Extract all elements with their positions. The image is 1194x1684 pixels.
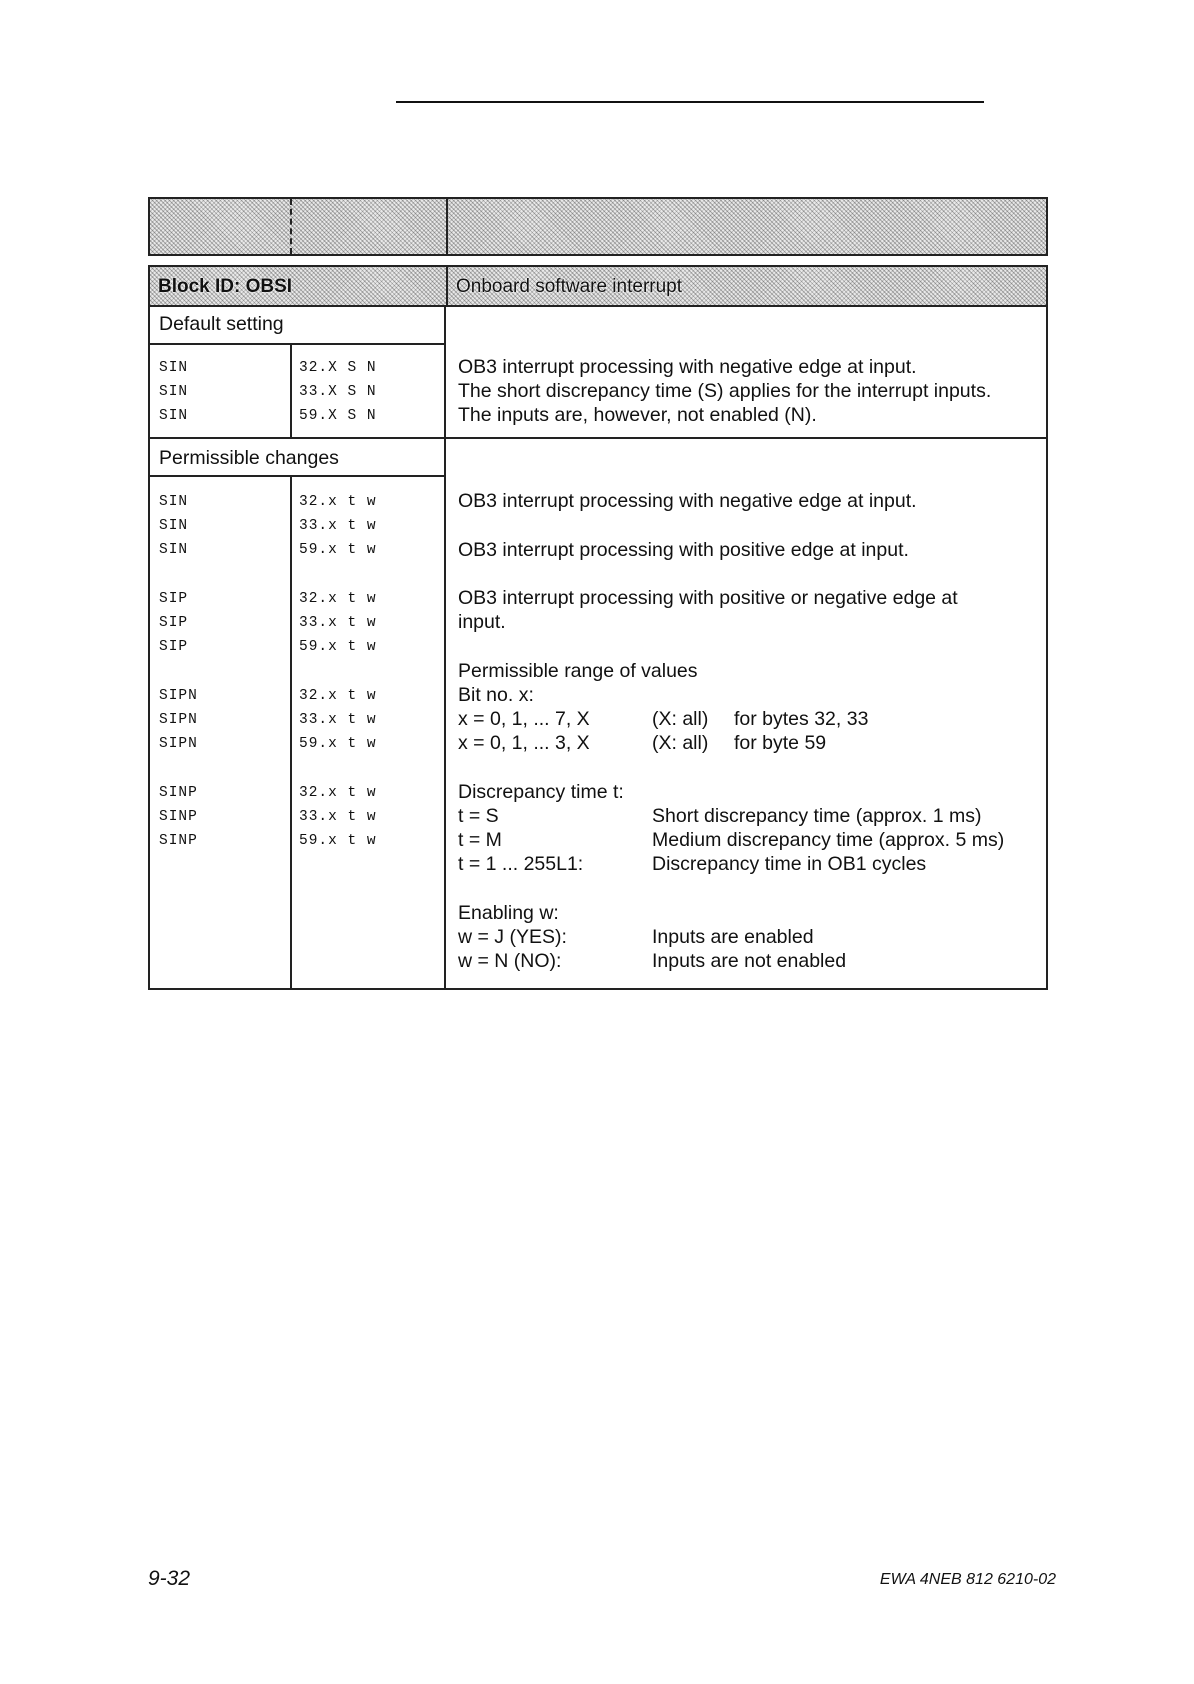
document-code: EWA 4NEB 812 6210-02 — [879, 1571, 1056, 1588]
bit-note: (X: all) — [652, 708, 709, 730]
block-id-label: Block ID: OBSI — [158, 276, 293, 297]
change-param: 59.x t w — [299, 542, 377, 558]
bit-scope: for byte 59 — [734, 732, 827, 754]
change-param: 32.x t w — [299, 785, 377, 801]
change-code: SIN — [159, 494, 189, 510]
change-code: SIN — [159, 518, 189, 534]
default-desc-line: OB3 interrupt processing with negative edge at input. — [458, 356, 917, 378]
default-param: 32.X S N — [299, 360, 377, 376]
disc-key: t = 1 ... 255L1: — [458, 853, 584, 875]
change-param: 33.x t w — [299, 615, 377, 631]
permissible-changes-label: Permissible changes — [159, 447, 339, 469]
col-divider-default — [290, 344, 292, 437]
change-param: 32.x t w — [299, 591, 377, 607]
table-header-band — [148, 197, 1048, 256]
desc-negative-edge: OB3 interrupt processing with negative edge at input. — [458, 490, 917, 512]
desc-posneg-edge-cont: input. — [458, 611, 506, 633]
col-divider-changes — [290, 476, 292, 988]
change-code: SIPN — [159, 712, 198, 728]
enable-key: w = N (NO): — [458, 950, 562, 972]
header-divider-dashed — [290, 199, 292, 254]
default-setting-label: Default setting — [159, 313, 284, 335]
default-code: SIN — [159, 408, 189, 424]
disc-key: t = M — [458, 829, 502, 851]
default-desc-line: The short discrepancy time (S) applies for the interrupt inputs. — [458, 380, 992, 402]
change-code: SIP — [159, 639, 189, 655]
bit-expr: x = 0, 1, ... 3, X — [458, 732, 590, 754]
range-title: Permissible range of values — [458, 660, 698, 682]
change-param: 59.x t w — [299, 736, 377, 752]
block-title: Onboard software interrupt — [456, 276, 683, 297]
enable-value: Inputs are enabled — [652, 926, 814, 948]
change-param: 32.x t w — [299, 494, 377, 510]
change-code: SIN — [159, 542, 189, 558]
disc-key: t = S — [458, 805, 499, 827]
change-param: 33.x t w — [299, 809, 377, 825]
change-code: SIPN — [159, 736, 198, 752]
table-body — [148, 305, 1048, 990]
default-code: SIN — [159, 384, 189, 400]
desc-posneg-edge: OB3 interrupt processing with positive or negative edge at — [458, 587, 958, 609]
enable-value: Inputs are not enabled — [652, 950, 847, 972]
bit-scope: for bytes 32, 33 — [734, 708, 869, 730]
change-param: 33.x t w — [299, 712, 377, 728]
bit-note: (X: all) — [652, 732, 709, 754]
default-desc-line: The inputs are, however, not enabled (N). — [458, 404, 817, 426]
change-code: SIP — [159, 615, 189, 631]
block-id-divider — [446, 267, 448, 305]
disc-value: Discrepancy time in OB1 cycles — [652, 853, 927, 875]
change-param: 59.x t w — [299, 639, 377, 655]
change-param: 59.x t w — [299, 833, 377, 849]
page-number: 9-32 — [148, 1567, 191, 1590]
header-divider — [446, 199, 448, 254]
default-param: 59.X S N — [299, 408, 377, 424]
default-param: 33.X S N — [299, 384, 377, 400]
change-param: 33.x t w — [299, 518, 377, 534]
change-param: 32.x t w — [299, 688, 377, 704]
change-code: SINP — [159, 833, 198, 849]
change-code: SIPN — [159, 688, 198, 704]
section-rule — [150, 437, 1046, 439]
disc-value: Short discrepancy time (approx. 1 ms) — [652, 805, 982, 827]
default-code: SIN — [159, 360, 189, 376]
default-label-rule — [150, 343, 446, 345]
disc-value: Medium discrepancy time (approx. 5 ms) — [652, 829, 1005, 851]
bit-expr: x = 0, 1, ... 7, X — [458, 708, 590, 730]
change-code: SINP — [159, 809, 198, 825]
change-code: SINP — [159, 785, 198, 801]
bit-title: Bit no. x: — [458, 684, 534, 706]
col-divider-main — [444, 305, 446, 988]
change-code: SIP — [159, 591, 189, 607]
enable-key: w = J (YES): — [458, 926, 567, 948]
desc-positive-edge: OB3 interrupt processing with positive edge at input. — [458, 539, 909, 561]
changes-label-rule — [150, 475, 446, 477]
disc-title: Discrepancy time t: — [458, 781, 624, 803]
enable-title: Enabling w: — [458, 902, 559, 924]
top-rule — [396, 101, 984, 103]
block-id-band — [148, 265, 1048, 307]
